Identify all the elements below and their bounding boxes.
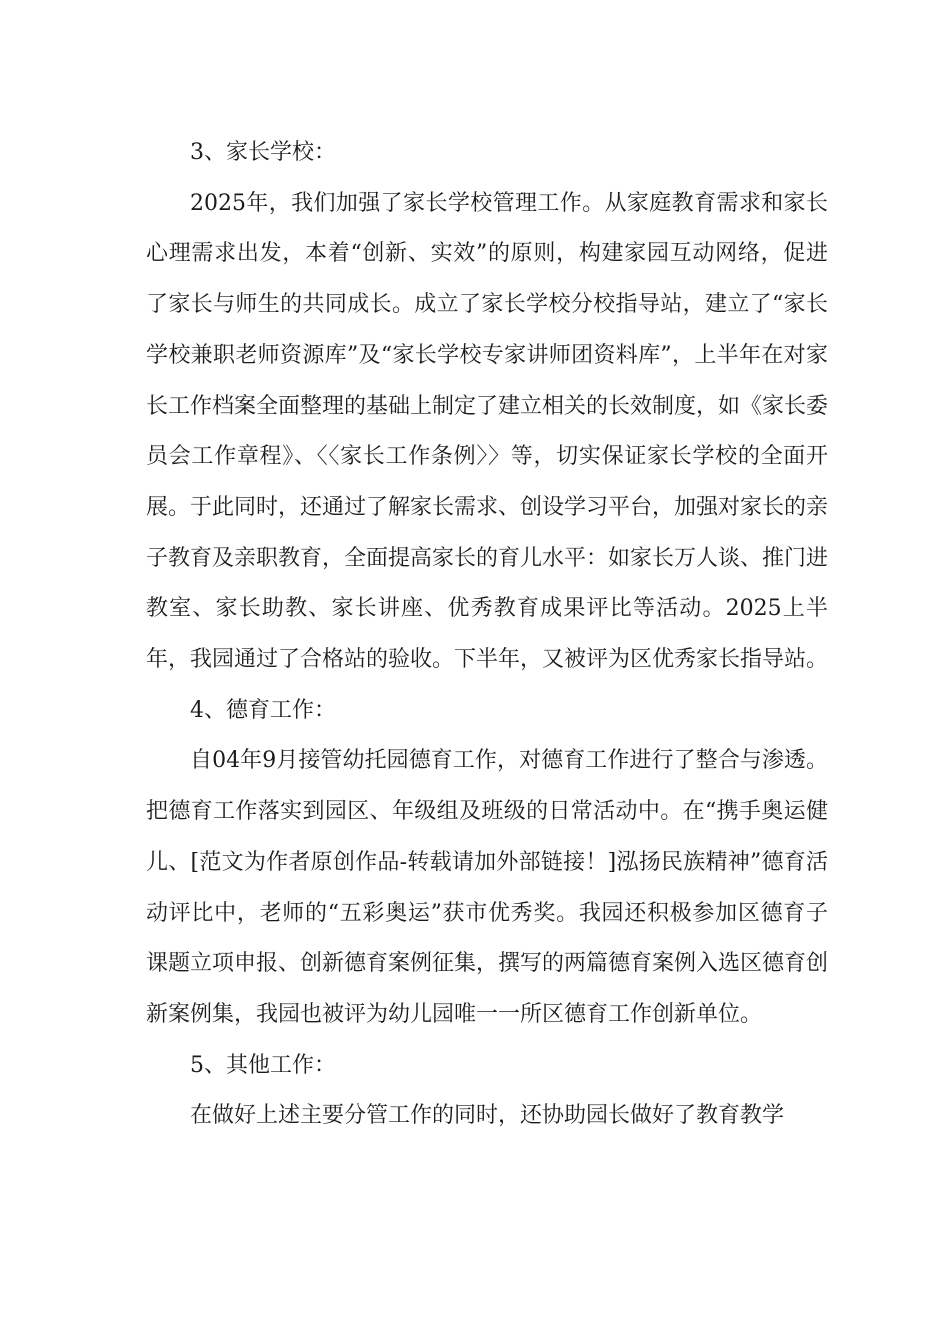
paragraph-other-work: 在做好上述主要分管工作的同时，还协助园长做好了教育教学 — [190, 1103, 785, 1129]
section-heading-other-work: 5、其他工作： — [190, 1052, 336, 1078]
section-heading-parent-school: 3、家长学校： — [190, 140, 336, 165]
paragraph-parent-school: 2025年，我们加强了家长学校管理工作。从家庭教育需求和家长心理需求出发，本着“创新、实效”的原则，构建家园互动网络，促进了家长与师生的共同成长。成立了家长学校分校指导站，建立了“家长学校兼职老师资源库”及“家长学校专家讲师团资料库”，上半年在对家长工作档案全面整理的基础上制定了建立相关的长效制度，如《家长委员会工作章程》、〈〈家长工作条例〉〉等，切实保证家长学校的全面开展。于此同时，还通过了解家长需求、创设学习平台，加强对家长的亲子教育及亲职教育，全面提高家长的育儿水平：如家长万人谈、推门进教室、家长助教、家长讲座、优秀教育成果评比等活动。2025上半年，我园通过了合格站的验收。下半年，又被评为区优秀家长指导站。 — [146, 190, 829, 673]
section-heading-moral-education: 4、德育工作： — [190, 697, 336, 723]
document-body — [146, 128, 828, 1142]
paragraph-moral-education: 自04年9月接管幼托园德育工作，对德育工作进行了整合与渗透。把德育工作落实到园区、年级组及班级的日常活动中。在“携手奥运健儿、[范文为作者原创作品-转载请加外部链接！]泓扬民族精神”德育活动评比中，老师的“五彩奥运”获市优秀奖。我园还积极参加区德育子课题立项申报、创新德育案例征集，撰写的两篇德育案例入选区德育创新案例集，我园也被评为幼儿园唯一一所区德育工作创新单位。 — [146, 748, 829, 1027]
